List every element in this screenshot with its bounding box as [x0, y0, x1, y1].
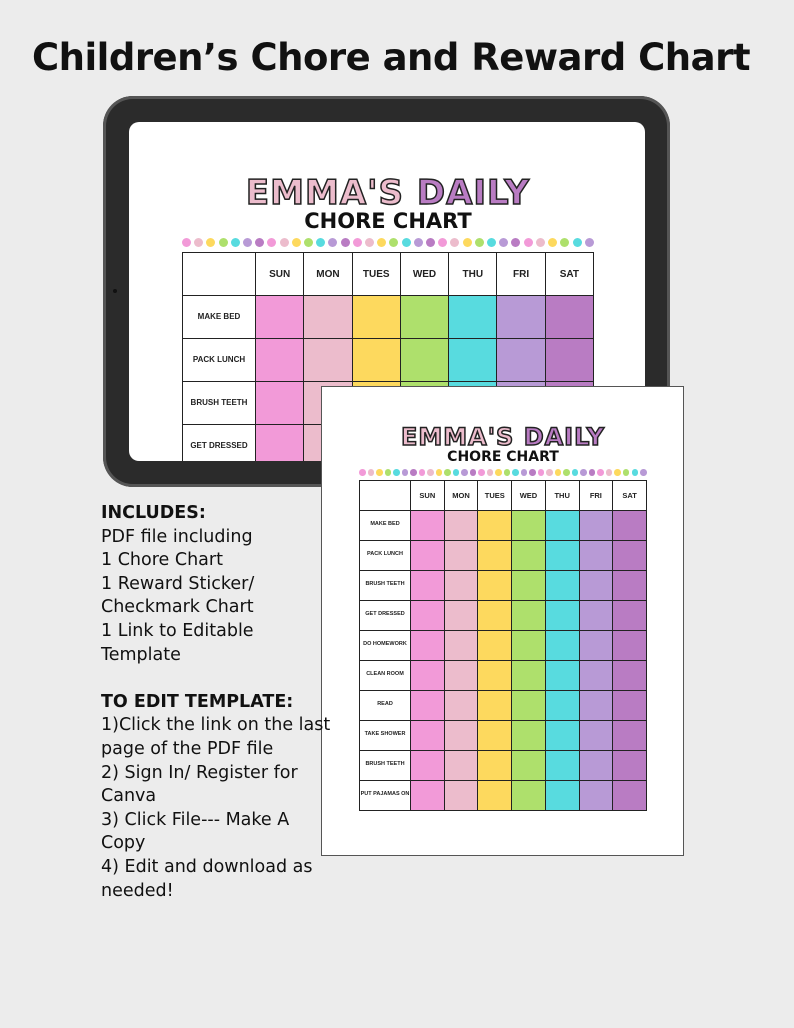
dot-decoration: [512, 469, 519, 476]
dot-decoration: [487, 469, 494, 476]
includes-heading: INCLUDES:: [101, 503, 206, 523]
checkbox-cell-fri[interactable]: [579, 720, 613, 750]
checkbox-cell-fri[interactable]: [579, 690, 613, 720]
checkbox-cell-tues[interactable]: [478, 630, 512, 660]
checkbox-cell-sat[interactable]: [613, 660, 647, 690]
dot-decoration: [182, 238, 191, 247]
day-header: SAT: [545, 253, 593, 296]
paper-mockup: [321, 386, 684, 856]
dot-decoration: [393, 469, 400, 476]
dot-decoration: [316, 238, 325, 247]
checkbox-cell-sun[interactable]: [411, 510, 445, 540]
chore-row: [360, 690, 647, 720]
checkbox-cell-thu[interactable]: [545, 510, 579, 540]
checkbox-cell-sat[interactable]: [613, 750, 647, 780]
dot-decoration: [475, 238, 484, 247]
includes-line: Checkmark Chart: [101, 597, 254, 618]
dot-decoration: [546, 469, 553, 476]
dot-decoration: [504, 469, 511, 476]
checkbox-cell-sat[interactable]: [613, 690, 647, 720]
checkbox-cell-tues[interactable]: [478, 720, 512, 750]
dot-decoration: [548, 238, 557, 247]
chore-label: MAKE BED: [360, 510, 411, 540]
dot-decoration: [623, 469, 630, 476]
checkbox-cell-fri[interactable]: [579, 540, 613, 570]
dot-decoration: [410, 469, 417, 476]
step-line: 1)Click the link on the last: [101, 715, 331, 736]
dot-decoration: [219, 238, 228, 247]
info-text: [101, 502, 330, 903]
checkbox-cell-sun[interactable]: [256, 382, 304, 425]
dot-decoration: [377, 238, 386, 247]
includes-line: 1 Chore Chart: [101, 550, 223, 571]
dot-decoration: [376, 469, 383, 476]
dot-decoration: [368, 469, 375, 476]
day-header: THU: [449, 253, 497, 296]
checkbox-cell-sat[interactable]: [613, 570, 647, 600]
checkbox-cell-wed[interactable]: [512, 720, 546, 750]
day-header: MON: [444, 480, 478, 510]
dot-decoration: [521, 469, 528, 476]
edit-heading: TO EDIT TEMPLATE:: [101, 691, 294, 712]
dot-decoration: [304, 238, 313, 247]
checkbox-cell-tues[interactable]: [478, 510, 512, 540]
checkbox-cell-tues[interactable]: [478, 780, 512, 810]
day-header: SUN: [256, 253, 304, 296]
dot-decoration: [585, 238, 594, 247]
day-header: THU: [545, 480, 579, 510]
chore-row: [360, 720, 647, 750]
dot-decoration: [614, 469, 621, 476]
checkbox-cell-sun[interactable]: [256, 425, 304, 462]
day-header: FRI: [579, 480, 613, 510]
dot-decoration: [414, 238, 423, 247]
chore-label: TAKE SHOWER: [360, 720, 411, 750]
checkbox-cell-fri[interactable]: [579, 660, 613, 690]
title-word: DAILY: [523, 423, 606, 451]
dot-decoration: [385, 469, 392, 476]
includes-line: Template: [101, 644, 181, 665]
dot-decoration: [555, 469, 562, 476]
checkbox-cell-sat[interactable]: [613, 540, 647, 570]
dot-decoration: [499, 238, 508, 247]
day-header: TUES: [352, 253, 400, 296]
title-word: DAILY: [416, 173, 531, 213]
dot-border: [359, 469, 647, 476]
checkbox-cell-sat[interactable]: [545, 339, 593, 382]
checkbox-cell-mon[interactable]: [444, 540, 478, 570]
dot-decoration: [328, 238, 337, 247]
dot-decoration: [640, 469, 647, 476]
dot-decoration: [478, 469, 485, 476]
checkbox-cell-tues[interactable]: [352, 296, 400, 339]
checkbox-cell-thu[interactable]: [545, 660, 579, 690]
dot-decoration: [365, 238, 374, 247]
checkbox-cell-wed[interactable]: [512, 750, 546, 780]
checkbox-cell-wed[interactable]: [400, 339, 448, 382]
checkbox-cell-fri[interactable]: [579, 600, 613, 630]
chore-label: MAKE BED: [183, 296, 256, 339]
checkbox-cell-fri[interactable]: [579, 780, 613, 810]
dot-decoration: [231, 238, 240, 247]
step-line: 2) Sign In/ Register for: [101, 762, 298, 783]
chore-row: [183, 339, 594, 382]
day-header: FRI: [497, 253, 545, 296]
chore-row: [360, 600, 647, 630]
chore-row: [183, 296, 594, 339]
checkbox-cell-sat[interactable]: [613, 600, 647, 630]
paper-chore-chart: [359, 425, 647, 811]
checkbox-cell-tues[interactable]: [478, 690, 512, 720]
checkbox-cell-wed[interactable]: [512, 690, 546, 720]
dot-decoration: [402, 469, 409, 476]
checkbox-cell-sun[interactable]: [411, 540, 445, 570]
checkbox-cell-tues[interactable]: [478, 750, 512, 780]
checkbox-cell-sun[interactable]: [411, 750, 445, 780]
dot-decoration: [255, 238, 264, 247]
checkbox-cell-sat[interactable]: [545, 296, 593, 339]
chore-row: [360, 750, 647, 780]
chore-row: [360, 510, 647, 540]
dot-decoration: [280, 238, 289, 247]
checkbox-cell-tues[interactable]: [478, 570, 512, 600]
includes-line: 1 Reward Sticker/: [101, 573, 255, 594]
checkbox-cell-thu[interactable]: [545, 750, 579, 780]
dot-decoration: [632, 469, 639, 476]
corner-cell: [360, 480, 411, 510]
checkbox-cell-mon[interactable]: [444, 690, 478, 720]
dot-decoration: [267, 238, 276, 247]
dot-decoration: [463, 238, 472, 247]
dot-decoration: [438, 238, 447, 247]
checkbox-cell-fri[interactable]: [579, 630, 613, 660]
chore-label: PUT PAJAMAS ON: [360, 780, 411, 810]
day-header: SAT: [613, 480, 647, 510]
chore-label: GET DRESSED: [360, 600, 411, 630]
chore-row: [360, 660, 647, 690]
checkbox-cell-sun[interactable]: [256, 339, 304, 382]
dot-decoration: [450, 238, 459, 247]
title-word: EMMA'S: [400, 423, 515, 451]
day-header: MON: [304, 253, 352, 296]
camera-dot: [113, 289, 117, 293]
step-line: Canva: [101, 786, 157, 807]
chore-row: [360, 540, 647, 570]
checkbox-cell-fri[interactable]: [579, 750, 613, 780]
checkbox-cell-mon[interactable]: [444, 510, 478, 540]
checkbox-cell-fri[interactable]: [497, 296, 545, 339]
dot-decoration: [597, 469, 604, 476]
checkbox-cell-mon[interactable]: [304, 296, 352, 339]
chore-row: [360, 570, 647, 600]
dot-decoration: [538, 469, 545, 476]
checkbox-cell-tues[interactable]: [478, 540, 512, 570]
dot-decoration: [194, 238, 203, 247]
checkbox-cell-sat[interactable]: [613, 510, 647, 540]
checkbox-cell-thu[interactable]: [545, 630, 579, 660]
checkbox-cell-thu[interactable]: [545, 600, 579, 630]
chore-label: READ: [360, 690, 411, 720]
chore-label: GET DRESSED: [183, 425, 256, 462]
dot-decoration: [243, 238, 252, 247]
checkbox-cell-thu[interactable]: [545, 690, 579, 720]
header-row: [360, 480, 647, 510]
checkbox-cell-thu[interactable]: [449, 339, 497, 382]
day-header: WED: [400, 253, 448, 296]
checkbox-cell-mon[interactable]: [444, 750, 478, 780]
dot-decoration: [419, 469, 426, 476]
includes-line: PDF file including: [101, 526, 253, 547]
checkbox-cell-wed[interactable]: [512, 630, 546, 660]
checkbox-cell-wed[interactable]: [512, 600, 546, 630]
checkbox-cell-mon[interactable]: [304, 339, 352, 382]
checkbox-cell-thu[interactable]: [545, 570, 579, 600]
dot-decoration: [536, 238, 545, 247]
checkbox-cell-tues[interactable]: [352, 339, 400, 382]
checkbox-cell-mon[interactable]: [444, 780, 478, 810]
chart-title: [182, 173, 594, 213]
chore-label: BRUSH TEETH: [360, 750, 411, 780]
dot-decoration: [341, 238, 350, 247]
dot-decoration: [580, 469, 587, 476]
dot-decoration: [573, 238, 582, 247]
checkbox-cell-fri[interactable]: [579, 570, 613, 600]
dot-decoration: [529, 469, 536, 476]
chore-row: [360, 780, 647, 810]
dot-decoration: [453, 469, 460, 476]
dot-border: [182, 238, 594, 247]
step-line: Copy: [101, 833, 146, 854]
checkbox-cell-thu[interactable]: [545, 780, 579, 810]
header-row: [183, 253, 594, 296]
checkbox-cell-sun[interactable]: [411, 660, 445, 690]
checkbox-cell-sun[interactable]: [411, 600, 445, 630]
checkbox-cell-sat[interactable]: [613, 720, 647, 750]
dot-decoration: [402, 238, 411, 247]
checkbox-cell-tues[interactable]: [478, 600, 512, 630]
chore-label: PACK LUNCH: [360, 540, 411, 570]
dot-decoration: [426, 238, 435, 247]
dot-decoration: [470, 469, 477, 476]
dot-decoration: [292, 238, 301, 247]
checkbox-cell-sun[interactable]: [411, 720, 445, 750]
checkbox-cell-thu[interactable]: [449, 296, 497, 339]
checkbox-cell-sat[interactable]: [613, 630, 647, 660]
corner-cell: [183, 253, 256, 296]
dot-decoration: [606, 469, 613, 476]
chart-title: [359, 425, 647, 449]
dot-decoration: [560, 238, 569, 247]
dot-decoration: [495, 469, 502, 476]
chore-row: [360, 630, 647, 660]
checkbox-cell-sun[interactable]: [411, 690, 445, 720]
checkbox-cell-mon[interactable]: [444, 720, 478, 750]
checkbox-cell-thu[interactable]: [545, 540, 579, 570]
checkbox-cell-wed[interactable]: [512, 510, 546, 540]
title-word: EMMA'S: [245, 173, 405, 213]
dot-decoration: [511, 238, 520, 247]
checkbox-cell-fri[interactable]: [579, 510, 613, 540]
checkbox-cell-wed[interactable]: [400, 296, 448, 339]
checkbox-cell-sun[interactable]: [256, 296, 304, 339]
chore-label: CLEAN ROOM: [360, 660, 411, 690]
checkbox-cell-mon[interactable]: [444, 600, 478, 630]
dot-decoration: [353, 238, 362, 247]
chore-label: DO HOMEWORK: [360, 630, 411, 660]
checkbox-cell-sun[interactable]: [411, 630, 445, 660]
chart-subtitle: CHORE CHART: [447, 449, 559, 465]
dot-decoration: [589, 469, 596, 476]
checkbox-cell-wed[interactable]: [512, 660, 546, 690]
dot-decoration: [436, 469, 443, 476]
checkbox-cell-wed[interactable]: [512, 780, 546, 810]
chore-label: BRUSH TEETH: [183, 382, 256, 425]
chore-label: BRUSH TEETH: [360, 570, 411, 600]
dot-decoration: [563, 469, 570, 476]
chore-label: PACK LUNCH: [183, 339, 256, 382]
checkbox-cell-mon[interactable]: [444, 660, 478, 690]
step-line: page of the PDF file: [101, 738, 274, 759]
checkbox-cell-sat[interactable]: [613, 780, 647, 810]
chore-table: [359, 480, 647, 811]
checkbox-cell-fri[interactable]: [497, 339, 545, 382]
dot-decoration: [359, 469, 366, 476]
checkbox-cell-mon[interactable]: [444, 630, 478, 660]
day-header: SUN: [411, 480, 445, 510]
checkbox-cell-mon[interactable]: [444, 570, 478, 600]
checkbox-cell-sun[interactable]: [411, 780, 445, 810]
checkbox-cell-tues[interactable]: [478, 660, 512, 690]
step-line: needed!: [101, 880, 174, 901]
dot-decoration: [487, 238, 496, 247]
checkbox-cell-wed[interactable]: [512, 540, 546, 570]
checkbox-cell-thu[interactable]: [545, 720, 579, 750]
chart-subtitle: CHORE CHART: [304, 209, 472, 233]
dot-decoration: [444, 469, 451, 476]
checkbox-cell-sun[interactable]: [411, 570, 445, 600]
day-header: TUES: [478, 480, 512, 510]
day-header: WED: [512, 480, 546, 510]
includes-line: 1 Link to Editable: [101, 620, 254, 641]
dot-decoration: [524, 238, 533, 247]
step-line: 4) Edit and download as: [101, 856, 313, 877]
dot-decoration: [461, 469, 468, 476]
dot-decoration: [572, 469, 579, 476]
dot-decoration: [206, 238, 215, 247]
dot-decoration: [389, 238, 398, 247]
page-title: Children’s Chore and Reward Chart: [31, 36, 751, 79]
dot-decoration: [427, 469, 434, 476]
step-line: 3) Click File--- Make A: [101, 809, 290, 830]
checkbox-cell-wed[interactable]: [512, 570, 546, 600]
